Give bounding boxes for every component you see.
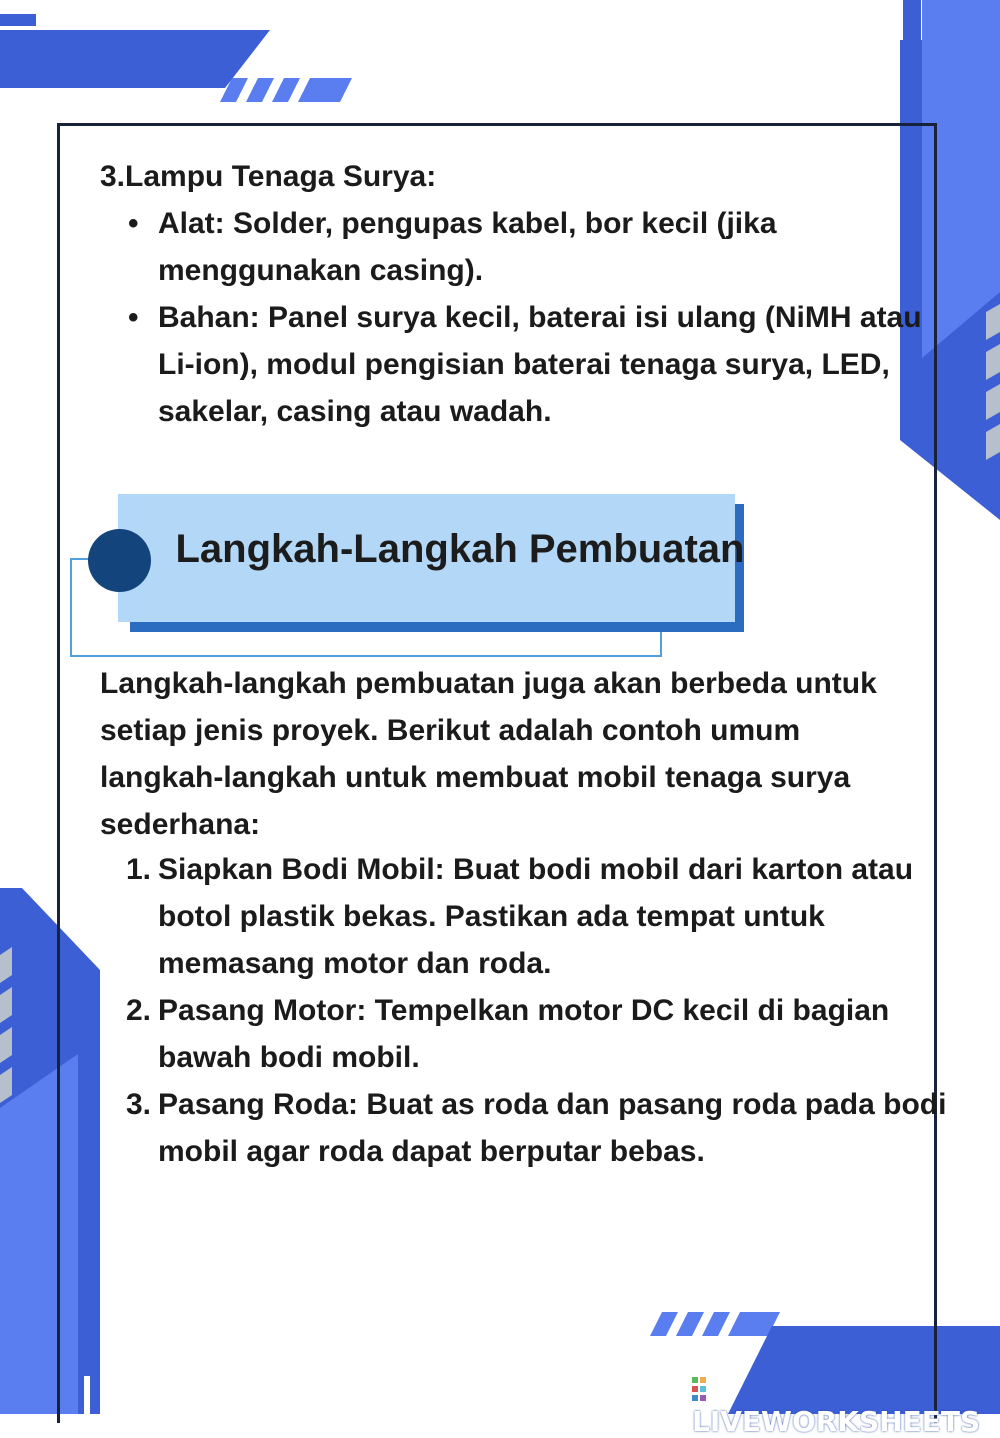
step-text: Pasang Roda: Buat as roda dan pasang roda pada bodi mobil agar roda dapat berputar bebas.	[158, 1088, 947, 1168]
materials-item-tools: • Alat: Solder, pengupas kabel, bor kecil (jika menggunakan casing).	[158, 200, 938, 294]
step-item	[126, 846, 988, 987]
materials-list	[100, 200, 938, 435]
step-item	[126, 1081, 988, 1175]
banner-circle-icon	[88, 529, 151, 592]
top-left-band	[0, 30, 270, 88]
step-number: 2.	[126, 994, 152, 1027]
step-text: Siapkan Bodi Mobil: Buat bodi mobil dari karton atau botol plastik bekas. Pastikan ada tempat untuk memasang motor dan roda.	[158, 853, 914, 980]
materials-heading: 3.Lampu Tenaga Surya:	[100, 160, 437, 193]
step-number: 3.	[126, 1088, 152, 1121]
step-number: 1.	[126, 853, 152, 886]
liveworksheets-icon	[692, 1377, 714, 1401]
top-left-stripes	[220, 78, 352, 102]
materials-item-supplies: • Bahan: Panel surya kecil, baterai isi ulang (NiMH atau Li-ion), modul pengisian baterai tenaga surya, LED, sakelar, casing atau wadah.	[158, 294, 938, 435]
step-text: Pasang Motor: Tempelkan motor DC kecil di bagian bawah bodi mobil.	[158, 994, 890, 1074]
brand-name: LIVEWORKSHEETS	[692, 1405, 981, 1438]
top-right-thin-bar	[903, 0, 921, 40]
top-left-small-bar	[0, 14, 36, 26]
banner-title: Langkah-Langkah Pembuatan	[175, 527, 745, 571]
step-item	[126, 987, 988, 1081]
steps-intro: Langkah-langkah pembuatan juga akan berbeda untuk setiap jenis proyek. Berikut adalah contoh umum langkah-langkah untuk membuat mobil tenaga surya sederhana:	[100, 667, 877, 841]
steps-list	[100, 846, 988, 1175]
liveworksheets-logo[interactable]	[692, 1372, 1000, 1438]
